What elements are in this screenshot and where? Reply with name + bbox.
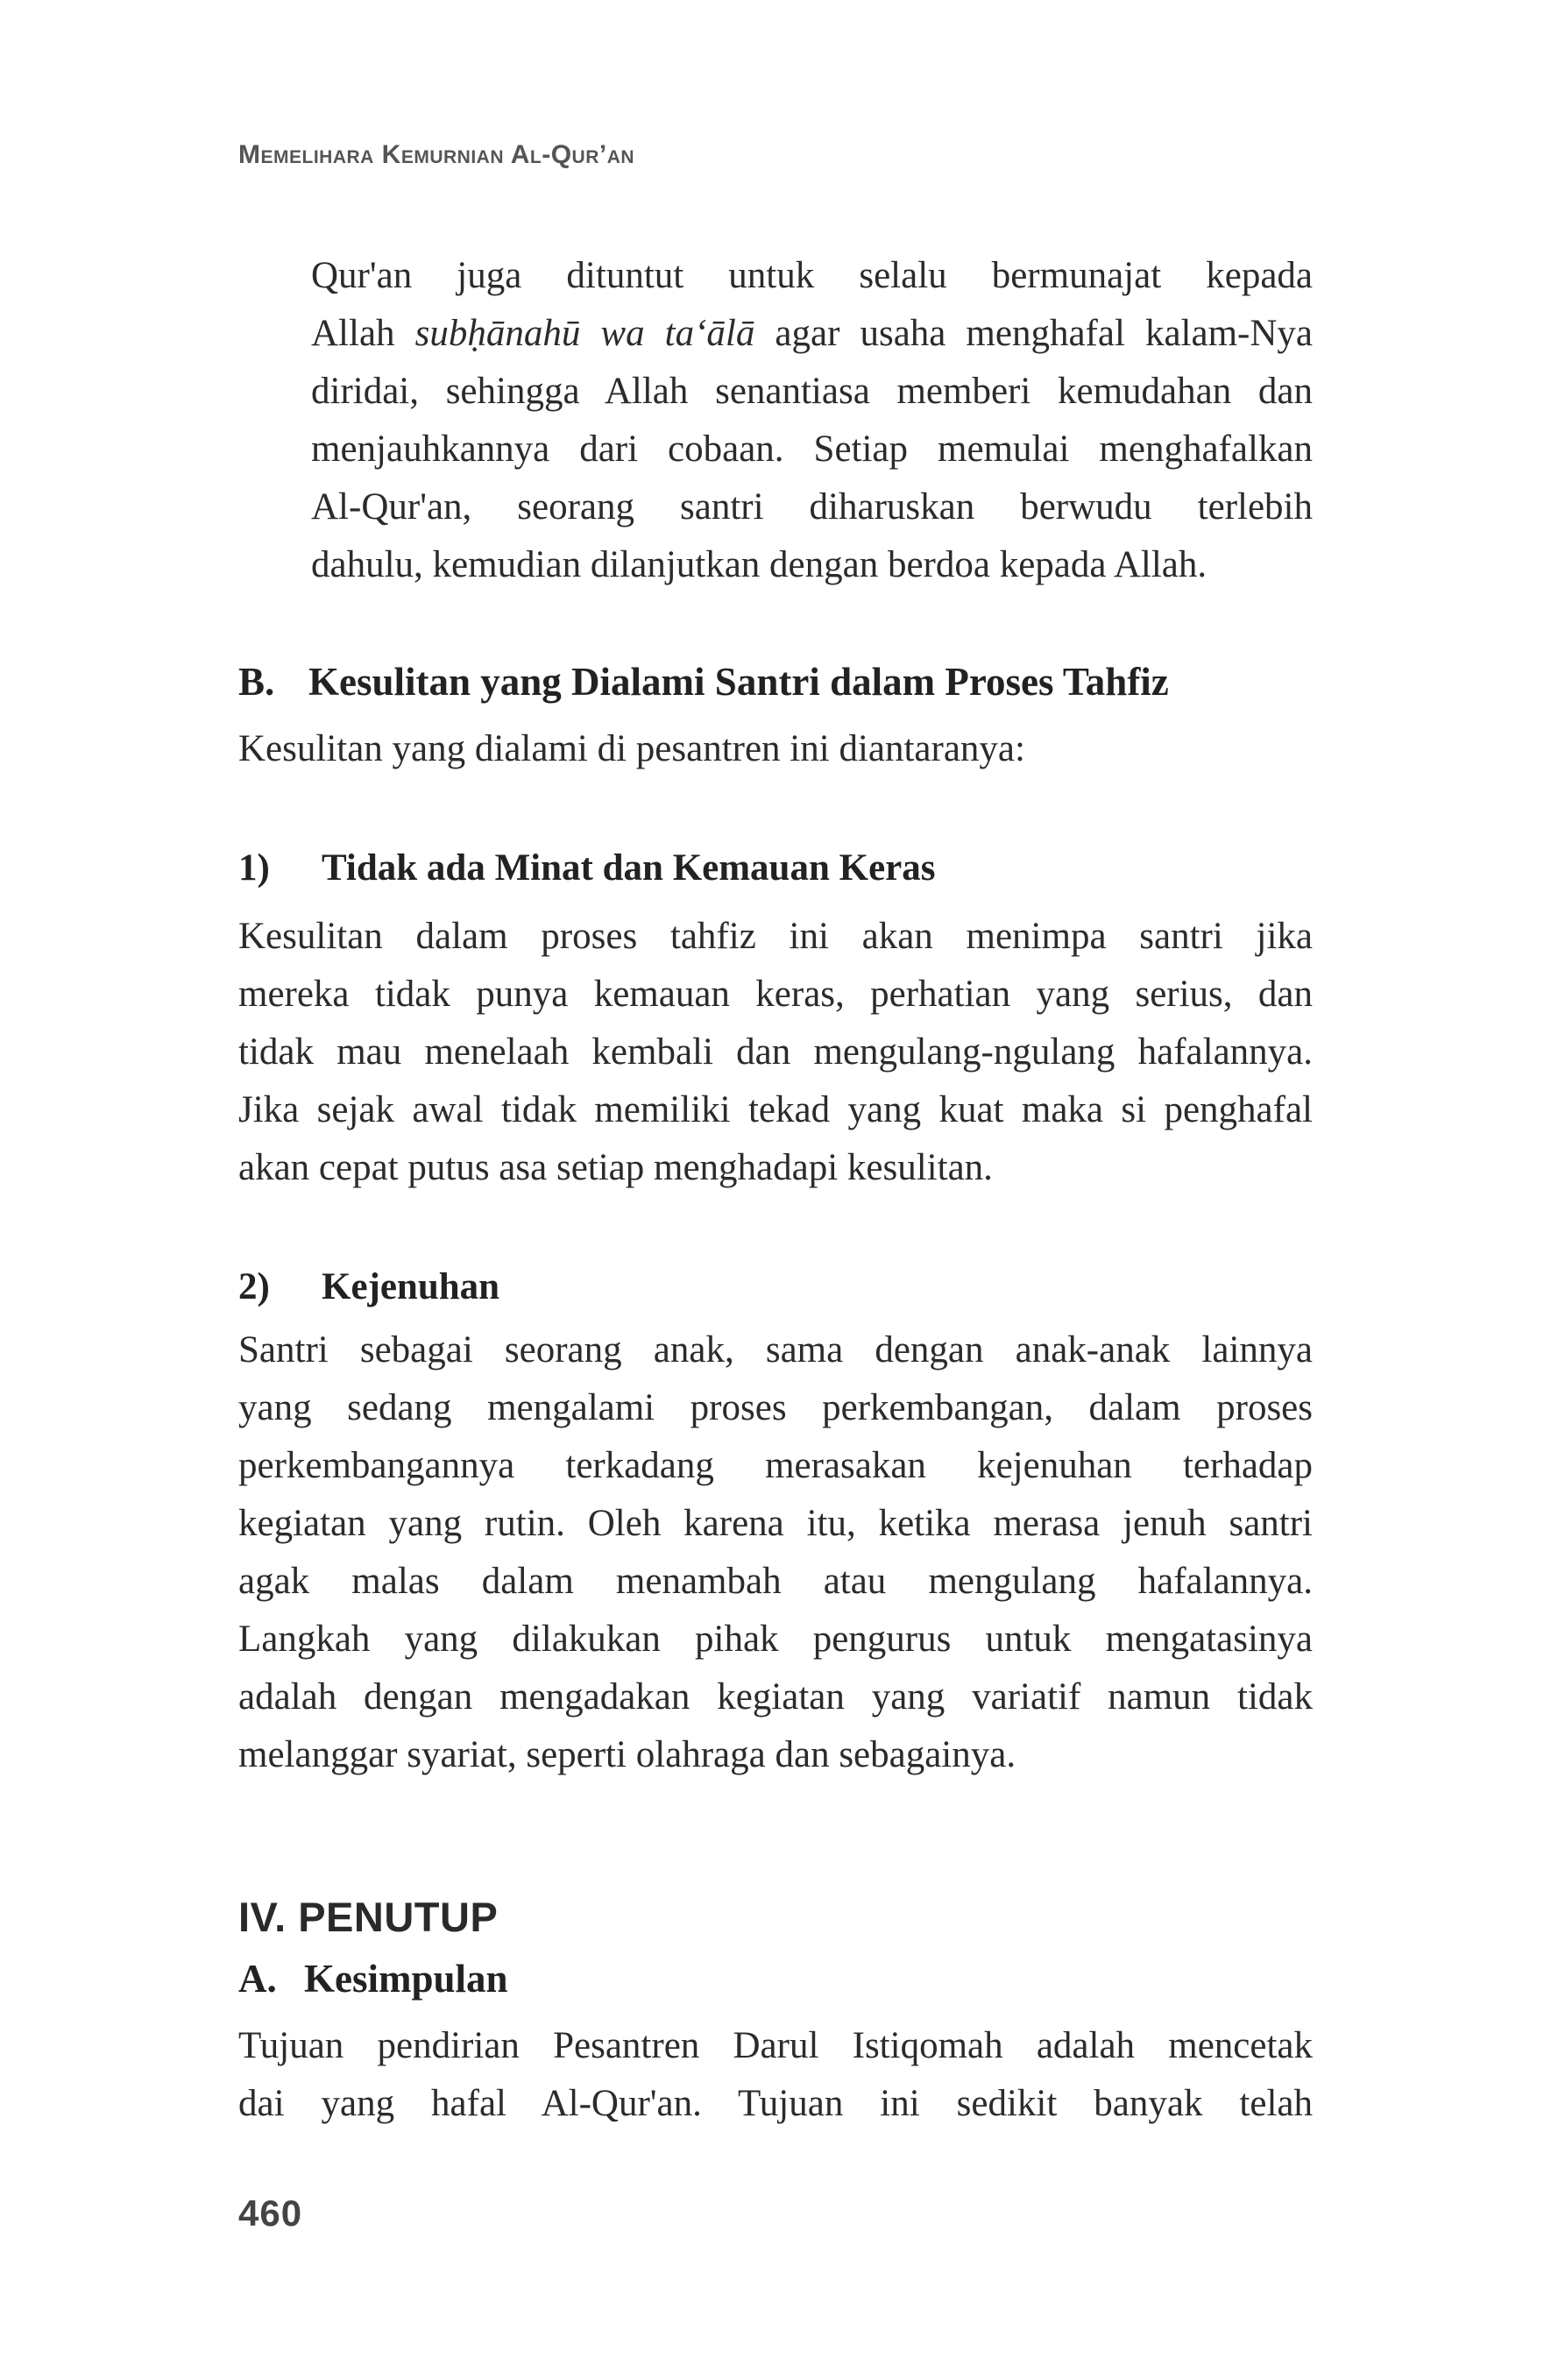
subsection-title: Tidak ada Minat dan Kemauan Keras bbox=[322, 847, 936, 889]
subsection-1-heading bbox=[238, 846, 935, 889]
section-a-heading bbox=[238, 1956, 508, 2001]
paragraph-line: adalah dengan mengadakan kegiatan yang variatif namun tidak bbox=[238, 1676, 1313, 1718]
paragraph-line: menjauhkannya dari cobaan. Setiap memulai menghafalkan bbox=[311, 429, 1313, 470]
section-b-intro bbox=[238, 720, 1313, 778]
page-number: 460 bbox=[238, 2192, 303, 2234]
paragraph-line: akan cepat putus asa setiap menghadapi kesulitan. bbox=[238, 1147, 993, 1188]
section-number: B. bbox=[238, 660, 275, 704]
paragraph-line: diridai, sehingga Allah senantiasa memberi kemudahan dan bbox=[311, 371, 1313, 412]
paragraph-line: Jika sejak awal tidak memiliki tekad yang kuat maka si penghafal bbox=[238, 1089, 1313, 1130]
paragraph-line: Langkah yang dilakukan pihak pengurus untuk mengatasinya bbox=[238, 1619, 1313, 1660]
intro-paragraph bbox=[311, 247, 1313, 594]
paragraph-line: yang sedang mengalami proses perkembangan, dalam proses bbox=[238, 1387, 1313, 1428]
italic-phrase: subḥānahū wa ta‘ālā bbox=[414, 313, 755, 354]
section-a-paragraph bbox=[238, 2017, 1313, 2133]
paragraph-line: tidak mau menelaah kembali dan mengulang-ngulang hafalannya. bbox=[238, 1031, 1313, 1073]
paragraph-line: agak malas dalam menambah atau mengulang hafalannya. bbox=[238, 1561, 1313, 1602]
subsection-number: 1) bbox=[238, 847, 270, 889]
paragraph-line: Tujuan pendirian Pesantren Darul Istiqomah adalah mencetak bbox=[238, 2025, 1313, 2066]
subsection-number: 2) bbox=[238, 1266, 270, 1307]
section-b-heading bbox=[238, 659, 1169, 705]
running-header: Memelihara Kemurnian Al-Qur’an bbox=[238, 140, 635, 169]
paragraph-line bbox=[311, 305, 1313, 363]
section-title: Kesulitan yang Dialami Santri dalam Proses Tahfiz bbox=[308, 660, 1169, 704]
paragraph-line: dahulu, kemudian dilanjutkan dengan berdoa kepada Allah. bbox=[311, 544, 1208, 585]
paragraph-line: perkembangannya terkadang merasakan kejenuhan terhadap bbox=[238, 1445, 1313, 1486]
subsection-title: Kejenuhan bbox=[322, 1266, 500, 1307]
paragraph-line: Qur'an juga dituntut untuk selalu bermunajat kepada bbox=[311, 255, 1313, 296]
subsection-2-paragraph bbox=[238, 1321, 1313, 1784]
paragraph-line: Santri sebagai seorang anak, sama dengan anak-anak lainnya bbox=[238, 1329, 1313, 1371]
line-prefix: Allah bbox=[311, 313, 395, 354]
subsection-2-heading bbox=[238, 1265, 499, 1308]
line-rest: agar usaha menghafal kalam-Nya bbox=[775, 313, 1313, 354]
chapter-heading: IV. PENUTUP bbox=[238, 1894, 499, 1940]
paragraph-line: Kesulitan dalam proses tahfiz ini akan menimpa santri jika bbox=[238, 916, 1313, 957]
paragraph-line: Al-Qur'an, seorang santri diharuskan berwudu terlebih bbox=[311, 486, 1313, 528]
paragraph-line: Kesulitan yang dialami di pesantren ini diantaranya: bbox=[238, 728, 1025, 769]
paragraph-line: dai yang hafal Al-Qur'an. Tujuan ini sedikit banyak telah bbox=[238, 2083, 1313, 2124]
section-number: A. bbox=[238, 1957, 277, 2001]
subsection-1-paragraph bbox=[238, 908, 1313, 1197]
paragraph-line: kegiatan yang rutin. Oleh karena itu, ketika merasa jenuh santri bbox=[238, 1503, 1313, 1544]
paragraph-line: melanggar syariat, seperti olahraga dan sebagainya. bbox=[238, 1734, 1016, 1775]
section-title: Kesimpulan bbox=[304, 1957, 508, 2001]
paragraph-line: mereka tidak punya kemauan keras, perhatian yang serius, dan bbox=[238, 974, 1313, 1015]
